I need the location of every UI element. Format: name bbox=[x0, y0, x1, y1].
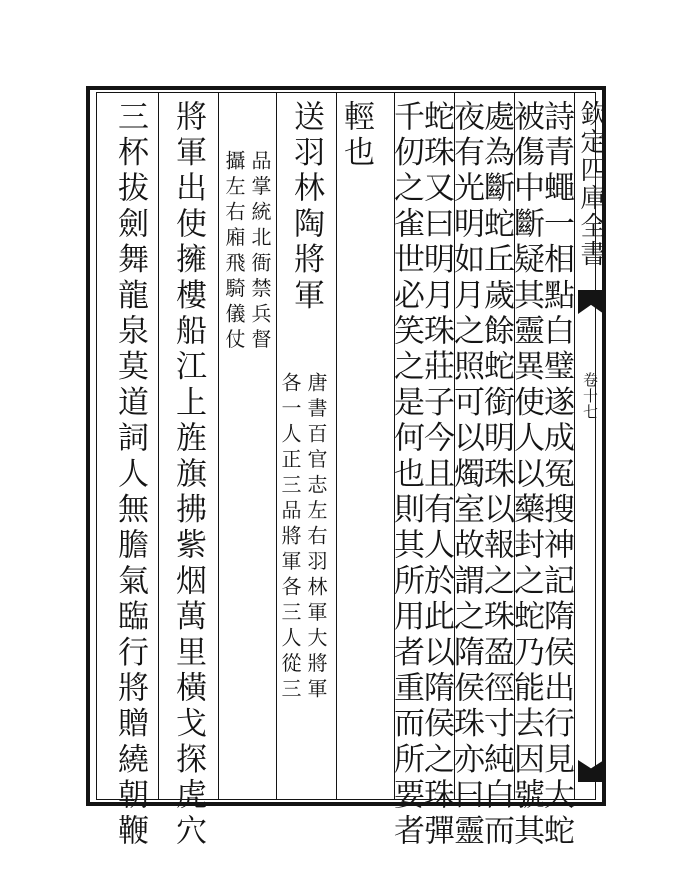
column-rule bbox=[158, 92, 159, 800]
text-column-4: 夜有光明如月之照可以燭室故謂之隋侯珠亦曰靈 bbox=[448, 100, 484, 850]
text-column-5: 蛇珠又曰明月珠莊子今且有人於此以隋侯之珠彈 bbox=[418, 100, 454, 850]
column-rule bbox=[336, 92, 337, 800]
text-column-3: 處為斷蛇丘歲餘蛇銜明珠以報之珠盈徑寸純白而 bbox=[478, 100, 514, 850]
column-rule bbox=[218, 92, 219, 800]
poem-line-1: 將軍出使擁樓船江上旌旗拂紫烟萬里橫戈探虎穴 bbox=[170, 100, 206, 850]
column-rule bbox=[574, 92, 575, 800]
volume-number: 卷十七 bbox=[581, 372, 599, 420]
column-rule bbox=[276, 92, 277, 800]
annotation-line-3: 品掌統北衙禁兵督 bbox=[248, 150, 272, 354]
book-title: 欽定四庫全書 bbox=[576, 100, 606, 268]
annotation-line-4: 攝左右廂飛騎儀仗 bbox=[222, 150, 246, 354]
annotation-line-1: 唐書百官志左右羽林軍大將軍 bbox=[304, 372, 328, 704]
poem-title: 送羽林陶將軍 bbox=[288, 100, 324, 315]
text-column-1: 詩青蠅一相點白璧遂成冤搜神記隋侯出行見大蛇 bbox=[538, 100, 574, 850]
text-column-2: 被傷中斷疑其靈異使人以藥封之蛇乃能去因號其 bbox=[508, 100, 544, 850]
text-column-6: 千仞之雀世必笑之是何也則其所用者重而所要者 bbox=[388, 100, 424, 850]
annotation-line-2: 各一人正三品將軍各三人從三 bbox=[278, 372, 302, 704]
text-column-7: 輕也 bbox=[338, 100, 374, 172]
poem-line-2: 三杯拔劍舞龍泉莫道詞人無膽氣臨行將贈繞朝鞭 bbox=[112, 100, 148, 850]
